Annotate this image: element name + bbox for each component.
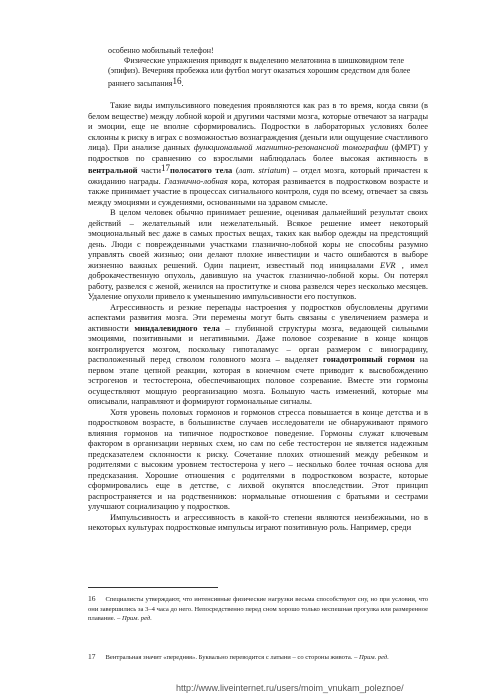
term-amygdala: миндалевидного тела (134, 322, 220, 333)
source-watermark-link[interactable]: http://www.liveinternet.ru/users/moim_vnukam_poleznoe/ (176, 683, 404, 693)
quote-line-1: особенно мобильный телефон! (108, 46, 214, 55)
paragraph-2: В целом человек обычно принимает решение, оценивая дальнейший результат своих действий – желательный или нежелательный. Всякое решение имеет некоторый эмоциональный вес даже в самых простых вещах, таких как выбор одежды на предстоящий день. Люди с поврежденными участками глазнично-лобной коры не способны разумно управлять своей жизнью; они делают плохие инвестиции и часто ошибаются в выборе жизненно важных решений. Один пациент, известный под инициалами EVR , имел доброкачественную опухоль, давившую на участок глазнично-лобной коры. Он потерял работу, развелся с женой, женился на проститутке и снова развелся через несколько месяцев. Удаление опухоли привело к уменьшению импульсивности его поступков. (88, 207, 429, 301)
paragraph-1: Такие виды импульсивного поведения проявляются как раз в то время, когда связи (в белом веществе) между лобной корой и другими частями мозга, которые отвечают за награды и эмоции, еще не вполне сформировались. Подростки в лабораторных условиях более склонны к риску в играх с возможностью вознаграждения (деньги или ощущение счастливого лица). При анализе данных функциональной магнитно-резонансной томографии (фМРТ) у подростков по сравнению со взрослыми наблюдалась более высокая активность в вентральной части17полосатого тела (лат. striatum) – отдел мозга, который причастен к ожиданию награды. Глазнично-лобная кора, которая развивается в подростковом возрасте и также принимает участие в процессах сигнального контроля, судя по всему, отвечает за связь между эмоциями и суждениями, основанными на здравом смысле. (88, 100, 429, 207)
term-orbitofrontal: Глазнично-лобная (164, 175, 228, 186)
footnote-number: 17 (88, 652, 96, 661)
main-text (88, 100, 428, 533)
quote-paragraph: Физические упражнения приводят к выделению мелатонина в шишковидном теле (эпифиз). Вечерняя пробежка или футбол могут оказаться хорошим средством для более раннего засыпания16. (108, 56, 411, 89)
term-ventral: вентральной (88, 165, 138, 175)
term-gonadotropin: гонадотропный гормон (323, 354, 415, 364)
footnote-ref-16[interactable]: 16 (172, 76, 182, 87)
footnote-divider (88, 587, 218, 588)
footnote-16: 16 Специалисты утверждают, что интенсивные физические нагрузки весьма способствуют сну, но при условии, что они завершились за 3–4 часа до него. Непосредственно перед сном хорошо только неспешная прогулка или размеренное плавание. – Прим. ред. (88, 594, 428, 623)
paragraph-4: Хотя уровень половых гормонов и гормонов стресса повышается в конце детства и в подростковом возрасте, в большинстве случаев исследователи не обнаруживают прямого влияния гормонов на типичное подростковое поведение. Гормоны служат ключевым фактором в организации нервных схем, но сам по себе тестостерон не является надежным предсказателем склонности к риску. Сочетание плохих отношений между ребенком и родителями с высоким уровнем тестостерона у него – несколько более точная основа для предсказания. Хорошие отношения с родителями в подростковом возрасте, которые сформировались еще в детстве, с лихвой окупятся впоследствии. Этот принцип распространяется и на родственников: нормальные отношения с братьями и сестрами улучшают социализацию у подростков. (88, 406, 428, 511)
term-fmri: функциональной магнитно-резонансной томографии (193, 142, 389, 152)
footnote-ref-17[interactable]: 17 (161, 163, 171, 173)
term-striatum: полосатого тела (170, 165, 233, 175)
paragraph-3: Агрессивность и резкие перепады настроения у подростков обусловлены другими аспектами развития мозга. Эти перемены могут быть связаны с увеличением размера и активности миндалевидного тела – глубинной структуры мозга, ведающей сильными эмоциями, позитивными и негативными. Даже половое созревание в конце концов контролируется мозгом, поскольку гипоталамус – орган размером с виноградину, расположенный перед стволом головного мозга – выделяет гонадотропный гормон на первом этапе цепной реакции, которая в конечном счете приводит к высвобождению эстрогенов и тестостерона, обеспечивающих половое созревание. Вместе эти гормоны осуществляют мощную реорганизацию мозга. Большую часть изменений, которые мы описывали, направляют и формируют гормональные сигналы. (88, 301, 428, 406)
paragraph-5: Импульсивность и агрессивность в какой-то степени являются неизбежными, но в некоторых культурах подростковые импульсы играют позитивную роль. Например, среди (88, 511, 428, 532)
patient-initials: EVR (380, 259, 396, 270)
footnote-number: 16 (88, 594, 96, 603)
footnote-17: 17 Вентральная значит «передняя». Буквально переводится с латыни – со стороны живота. – Прим. ред. (88, 652, 389, 661)
